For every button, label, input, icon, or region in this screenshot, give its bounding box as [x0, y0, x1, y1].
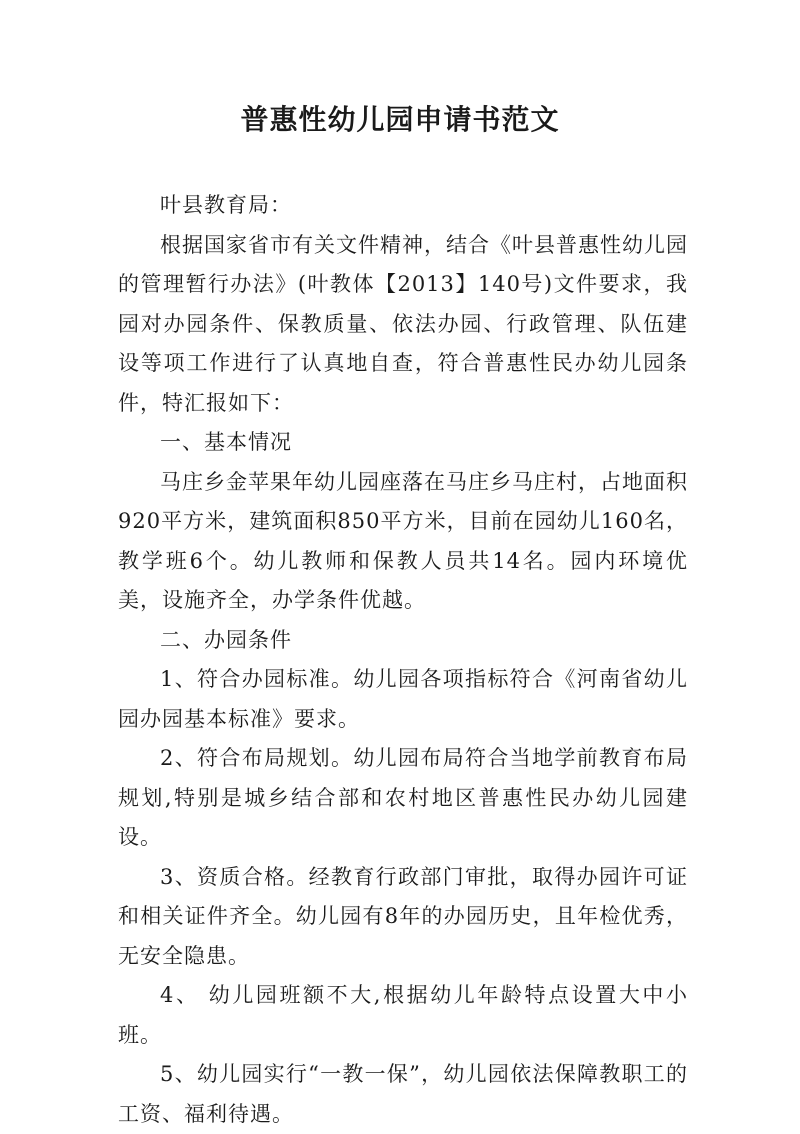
- section-heading-basic-info: 一、基本情况: [160, 430, 292, 454]
- document-body: [118, 186, 688, 1134]
- condition-item-5: 5、幼儿园实行“一教一保”，幼儿园依法保障教职工的工资、福利待遇。: [118, 1062, 688, 1126]
- document-title: 普惠性幼儿园申请书范文: [240, 103, 560, 136]
- condition-item-1: 1、符合办园标准。幼儿园各项指标符合《河南省幼儿园办园基本标准》要求。: [118, 667, 688, 731]
- condition-item-3: 3、资质合格。经教育行政部门审批，取得办园许可证和相关证件齐全。幼儿园有8年的办园历史，且年检优秀，无安全隐患。: [118, 864, 688, 968]
- salutation: 叶县教育局：: [160, 193, 292, 217]
- condition-item-2: 2、符合布局规划。幼儿园布局符合当地学前教育布局规划,特别是城乡结合部和农村地区普惠性民办幼儿园建设。: [118, 746, 688, 849]
- basic-info-paragraph: 马庄乡金苹果年幼儿园座落在马庄乡马庄村，占地面积920平方米，建筑面积850平方米，目前在园幼儿160名，教学班6个。幼儿教师和保教人员共14名。园内环境优美，设施齐全，办学条件优越。: [118, 469, 688, 612]
- condition-item-4: 4、 幼儿园班额不大,根据幼儿年龄特点设置大中小班。: [118, 983, 688, 1047]
- section-heading-conditions: 二、办园条件: [160, 627, 292, 652]
- intro-paragraph: 根据国家省市有关文件精神，结合《叶县普惠性幼儿园的管理暂行办法》(叶教体【2013】140号)文件要求，我园对办园条件、保教质量、依法办园、行政管理、队伍建设等项工作进行了认真地自查，符合普惠性民办幼儿园条件，特汇报如下：: [118, 232, 688, 415]
